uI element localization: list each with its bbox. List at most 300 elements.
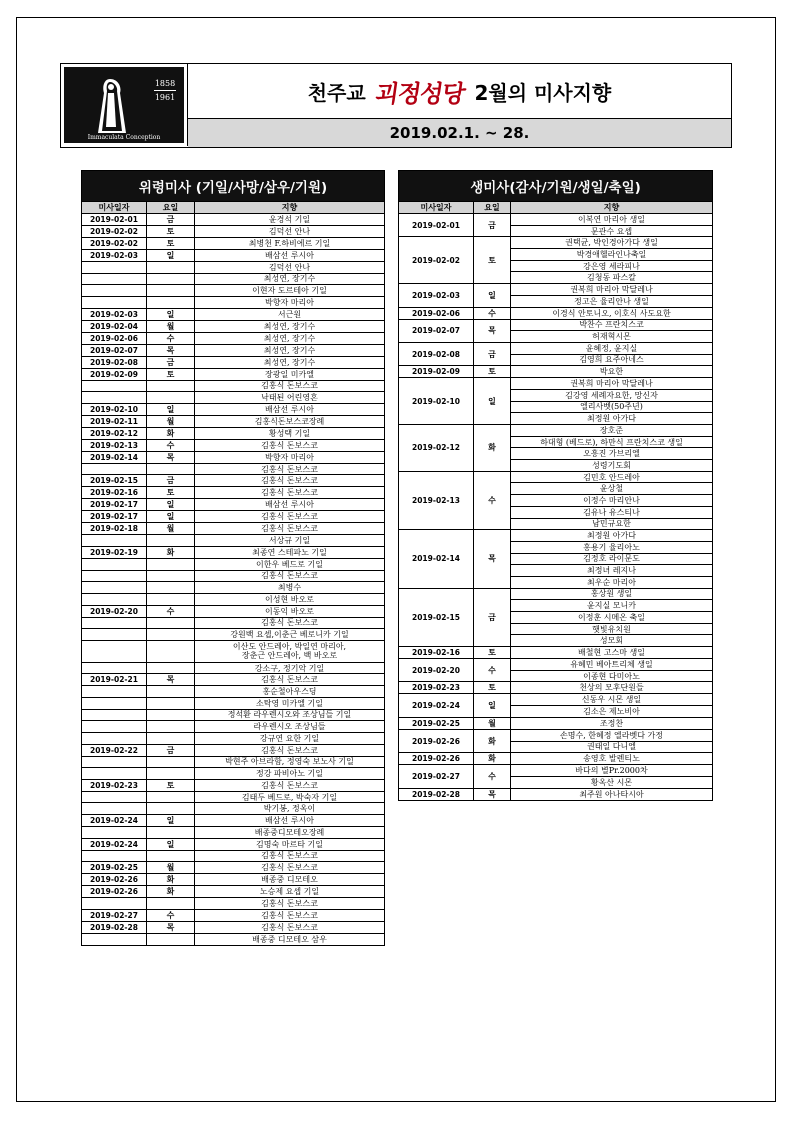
mass-date (82, 640, 147, 662)
weekday: 토 (474, 237, 511, 284)
mass-intention: 최우순 마리아 (511, 576, 713, 588)
intention-line: 최성연, 장기수 (263, 333, 316, 343)
table-row (82, 296, 385, 308)
table-row (82, 933, 385, 945)
mass-date: 2019-02-03 (82, 308, 147, 320)
mass-date: 2019-02-09 (399, 366, 474, 378)
mass-date (82, 933, 147, 945)
mass-intention (195, 850, 385, 862)
intention-line: 라우렌시오 조상님들 (253, 722, 326, 732)
table-row (82, 415, 385, 427)
mass-intention (195, 226, 385, 238)
intention-line: 박현주 아브라함, 정영숙 보노사 기일 (225, 757, 354, 767)
mass-date: 2019-02-08 (82, 356, 147, 368)
mass-date (82, 803, 147, 815)
mass-intention (195, 640, 385, 662)
mass-date: 2019-02-04 (82, 320, 147, 332)
table-row (82, 368, 385, 380)
mass-intention (195, 721, 385, 733)
mass-intention: 이종현 다미아노 (511, 670, 713, 682)
mass-date (82, 686, 147, 698)
weekday: 수 (147, 909, 195, 921)
intention-line: 최성연, 장기수 (263, 357, 316, 367)
intention-line: 김홍식 돈보스코 (261, 675, 318, 685)
table-row (82, 593, 385, 605)
mass-intention (195, 356, 385, 368)
mass-date (82, 463, 147, 475)
mass-intention: 최정녀 레지나 (511, 565, 713, 577)
mass-date: 2019-02-12 (82, 427, 147, 439)
mass-intention (195, 380, 385, 392)
table-row (82, 721, 385, 733)
intention-line: 김홍식 돈보스코 (261, 745, 318, 755)
requiem-table-title: 위령미사 (기일/사망/삼우/기원) (82, 171, 385, 202)
mass-intention (195, 463, 385, 475)
table-row (82, 827, 385, 839)
mass-intention: 최주원 아나타시아 (511, 788, 713, 800)
mass-date (82, 756, 147, 768)
weekday: 수 (147, 439, 195, 451)
date-range: 2019.02.1. ~ 28. (188, 119, 731, 147)
title-suffix: 2월의 미사지향 (474, 80, 612, 105)
weekday: 일 (147, 250, 195, 262)
table-row (399, 307, 713, 319)
intention-line: 박향자 마리아 (265, 452, 314, 462)
mass-intention: 최정원 아가다 (511, 413, 713, 425)
table-row (399, 694, 713, 706)
mass-date (82, 262, 147, 274)
mass-intention (195, 898, 385, 910)
table-row (82, 238, 385, 250)
weekday (147, 629, 195, 641)
mass-date: 2019-02-01 (399, 214, 474, 237)
intention-line: 김홍식 돈보스코 (261, 476, 318, 486)
table-row (399, 659, 713, 671)
mass-intention (195, 709, 385, 721)
weekday: 수 (474, 765, 511, 788)
mass-date: 2019-02-24 (82, 815, 147, 827)
mass-intention: 엘리사벳(50주년) (511, 401, 713, 413)
mass-intention: 최정원 아가다 (511, 530, 713, 542)
intention-line: 김홍식 돈보스코 (261, 381, 318, 391)
intention-line: 정강 파비아노 기일 (256, 768, 323, 778)
table-row (82, 547, 385, 559)
intention-line: 김홍식 돈보스코 (261, 440, 318, 450)
mass-intention: 권태일 다니엘 (511, 741, 713, 753)
table-row (82, 535, 385, 547)
weekday (147, 827, 195, 839)
mass-intention: 권복희 마리아 막달레나 (511, 378, 713, 390)
weekday: 화 (474, 729, 511, 752)
table-row (82, 344, 385, 356)
mass-intention: 윤상철 (511, 483, 713, 495)
table-row (82, 320, 385, 332)
mass-date: 2019-02-20 (82, 605, 147, 617)
logo-year-second: 1961 (154, 93, 176, 102)
mass-intention: 송영호 발렌티노 (511, 753, 713, 765)
weekday: 수 (474, 659, 511, 682)
intention-line: 배종중 디모테오 (261, 875, 318, 885)
table-row (399, 237, 713, 249)
mass-intention: 문관수 요셉 (511, 225, 713, 237)
table-row (82, 226, 385, 238)
mass-date: 2019-02-13 (82, 439, 147, 451)
table-row (82, 451, 385, 463)
mass-date: 2019-02-11 (82, 415, 147, 427)
table-row (82, 698, 385, 710)
intention-line: 배삼선 루시아 (265, 500, 314, 510)
table-row (82, 709, 385, 721)
intention-line: 최종연 스테파노 기일 (252, 548, 327, 557)
mass-date (82, 380, 147, 392)
mass-intention (195, 909, 385, 921)
mass-intention: 김소은 제노비아 (511, 706, 713, 718)
intention-line: 노승제 요셉 기일 (259, 887, 320, 897)
intention-line: 김명숙 마르타 기일 (256, 839, 323, 849)
weekday: 토 (474, 682, 511, 694)
table-row (399, 319, 713, 331)
mass-intention: 윤지실 모니카 (511, 600, 713, 612)
weekday: 화 (474, 753, 511, 765)
table-row (82, 582, 385, 594)
table-row (82, 214, 385, 226)
intention-line: 김덕선 안나 (268, 262, 311, 272)
mass-intention: 박찬수 프란치스코 (511, 319, 713, 331)
mass-date: 2019-02-17 (82, 499, 147, 511)
table-row (82, 262, 385, 274)
mass-date (82, 827, 147, 839)
weekday: 금 (474, 214, 511, 237)
table-row (399, 471, 713, 483)
mass-date (82, 629, 147, 641)
weekday: 일 (147, 838, 195, 850)
mass-date (82, 593, 147, 605)
table-row (82, 674, 385, 686)
weekday: 토 (147, 779, 195, 791)
weekday (147, 732, 195, 744)
mass-intention: 정고은 율리안나 생일 (511, 295, 713, 307)
column-header-date: 미사일자 (82, 202, 147, 214)
column-header-day: 요일 (474, 202, 511, 214)
living-table-title: 생미사(감사/기원/생일/축일) (399, 171, 713, 202)
mass-date: 2019-02-26 (82, 874, 147, 886)
intention-line: 배종중 디모테오 삼우 (252, 934, 327, 944)
mass-date (82, 791, 147, 803)
table-row (82, 732, 385, 744)
table-row (399, 765, 713, 777)
intention-line: 김홍식 돈보스코 (261, 618, 318, 628)
intention-line: 김홍식 돈보스코 (261, 922, 318, 932)
mass-intention: 홍용기 율리아노 (511, 541, 713, 553)
mass-intention: 허재혁시몬 (511, 331, 713, 343)
mass-date: 2019-02-03 (82, 250, 147, 262)
mass-intention (195, 629, 385, 641)
intention-line: 김홍식돈보스코장례 (254, 416, 325, 426)
weekday (147, 559, 195, 571)
weekday: 월 (147, 320, 195, 332)
mass-intention (195, 874, 385, 886)
mass-date (82, 273, 147, 285)
table-row (82, 629, 385, 641)
mass-date: 2019-02-14 (399, 530, 474, 588)
mass-intention: 김강영 세례자요한, 망신자 (511, 389, 713, 401)
table-row (82, 392, 385, 404)
weekday: 화 (147, 427, 195, 439)
table-row (399, 425, 713, 437)
weekday: 일 (474, 694, 511, 717)
table-row (82, 427, 385, 439)
table-row (82, 475, 385, 487)
mass-intention: 권복희 마리아 막달레나 (511, 284, 713, 296)
mass-intention: 홍상원 생일 (511, 588, 713, 600)
weekday (147, 768, 195, 780)
mass-date: 2019-02-09 (82, 368, 147, 380)
intention-line: 소탁영 미카엘 기일 (256, 698, 323, 708)
mass-intention (195, 815, 385, 827)
mass-intention: 신동우 시몬 생일 (511, 694, 713, 706)
weekday: 화 (147, 874, 195, 886)
table-row (82, 662, 385, 674)
intention-line: 강소구, 정기악 기일 (254, 663, 325, 673)
weekday (147, 593, 195, 605)
mass-intention: 바다의 별Pr.2000차 (511, 765, 713, 777)
mass-intention: 황옥산 시몬 (511, 776, 713, 788)
mass-date: 2019-02-19 (82, 547, 147, 559)
table-row (82, 308, 385, 320)
mass-date (82, 285, 147, 297)
mass-intention: 이정수 마리안나 (511, 495, 713, 507)
weekday: 일 (147, 308, 195, 320)
intention-line: 최병천 F.하비에르 기일 (248, 239, 331, 248)
mass-intention (195, 827, 385, 839)
weekday: 일 (147, 511, 195, 523)
mass-date: 2019-02-15 (399, 588, 474, 646)
table-row (82, 332, 385, 344)
table-row (399, 647, 713, 659)
mass-date: 2019-02-24 (399, 694, 474, 717)
weekday: 화 (474, 425, 511, 472)
weekday: 목 (474, 788, 511, 800)
weekday (147, 933, 195, 945)
table-row (82, 803, 385, 815)
mass-intention: 장호준 (511, 425, 713, 437)
weekday (147, 380, 195, 392)
mass-date: 2019-02-08 (399, 342, 474, 365)
mass-intention (195, 605, 385, 617)
mass-date: 2019-02-10 (82, 403, 147, 415)
mass-intention: 강은영 세라피나 (511, 260, 713, 272)
church-logo (64, 67, 184, 143)
weekday: 수 (474, 471, 511, 529)
intention-line: 이현자 도르테아 기일 (252, 286, 327, 296)
table-row (399, 342, 713, 354)
table-row (82, 570, 385, 582)
weekday: 일 (474, 284, 511, 307)
mass-intention: 조정찬 (511, 717, 713, 729)
intention-line: 김홍식 돈보스코 (261, 488, 318, 498)
weekday (147, 463, 195, 475)
mass-date: 2019-02-27 (399, 765, 474, 788)
mass-intention: 배철현 고스마 생일 (511, 647, 713, 659)
mass-date (82, 296, 147, 308)
mass-date: 2019-02-26 (82, 886, 147, 898)
mass-intention (195, 744, 385, 756)
weekday (147, 803, 195, 815)
intention-line: 장광일 미카엘 (265, 369, 314, 379)
mass-intention (195, 487, 385, 499)
mass-date (82, 392, 147, 404)
weekday: 토 (147, 238, 195, 250)
weekday (147, 791, 195, 803)
mass-intention: 김청동 파스칼 (511, 272, 713, 284)
table-row (399, 214, 713, 226)
mass-intention: 하대형 (베드로), 하만식 프란치스코 생일 (511, 436, 713, 448)
mass-date: 2019-02-28 (399, 788, 474, 800)
weekday: 일 (147, 403, 195, 415)
table-row (82, 779, 385, 791)
table-row (82, 403, 385, 415)
mass-intention: 천상의 모후단원들 (511, 682, 713, 694)
intention-line: 이성현 바오로 (265, 594, 314, 604)
title-prefix: 천주교 (307, 80, 366, 105)
mass-date: 2019-02-24 (82, 838, 147, 850)
mass-date (82, 768, 147, 780)
mass-intention (195, 686, 385, 698)
table-row (82, 838, 385, 850)
weekday (147, 262, 195, 274)
mass-date: 2019-02-02 (82, 238, 147, 250)
table-row (82, 605, 385, 617)
table-row (82, 744, 385, 756)
table-row (82, 898, 385, 910)
mass-date (82, 721, 147, 733)
church-name: 괴정성당 (373, 78, 467, 108)
weekday (147, 850, 195, 862)
weekday (147, 756, 195, 768)
mass-date: 2019-02-06 (82, 332, 147, 344)
weekday: 수 (147, 332, 195, 344)
mass-date: 2019-02-16 (399, 647, 474, 659)
column-header-intent: 지향 (511, 202, 713, 214)
mass-date: 2019-02-12 (399, 425, 474, 472)
mass-intention (195, 344, 385, 356)
intention-line: 최성연, 장기수 (263, 345, 316, 355)
weekday: 수 (147, 605, 195, 617)
table-row (82, 487, 385, 499)
mass-intention (195, 779, 385, 791)
weekday: 금 (147, 475, 195, 487)
weekday: 토 (147, 368, 195, 380)
table-row (82, 768, 385, 780)
mass-intention (195, 296, 385, 308)
mass-date: 2019-02-14 (82, 451, 147, 463)
table-row (82, 511, 385, 523)
mass-intention (195, 427, 385, 439)
table-row (82, 850, 385, 862)
table-row (82, 921, 385, 933)
table-row (82, 815, 385, 827)
mass-intention (195, 803, 385, 815)
table-row (82, 756, 385, 768)
mass-date (82, 535, 147, 547)
intention-line: 배삼선 루시아 (265, 251, 314, 260)
table-row (82, 499, 385, 511)
table-row (399, 682, 713, 694)
weekday: 금 (147, 214, 195, 226)
mass-intention: 성모회 (511, 635, 713, 647)
table-row (82, 463, 385, 475)
intention-line: 배삼선 루시아 (265, 816, 314, 825)
weekday: 토 (147, 226, 195, 238)
table-row (399, 530, 713, 542)
intention-line: 최성연, 장기수 (263, 274, 316, 284)
mass-intention (195, 582, 385, 594)
column-header-day: 요일 (147, 202, 195, 214)
intention-line: 김홍식 돈보스코 (261, 524, 318, 534)
table-row (82, 862, 385, 874)
table-row (82, 886, 385, 898)
mass-date: 2019-02-26 (399, 729, 474, 752)
intention-line: 장춘근 안드레아, 백 바오로 (241, 651, 338, 661)
page-title (188, 64, 731, 119)
mass-intention: 햇빛유치원 (511, 623, 713, 635)
weekday: 목 (147, 451, 195, 463)
table-row (399, 378, 713, 390)
mass-intention (195, 285, 385, 297)
intention-line: 이산도 안드레아, 박일연 마리아, (232, 642, 347, 652)
column-header-intent: 지향 (195, 202, 385, 214)
intention-line: 윤경석 기일 (268, 215, 311, 224)
living-mass-table (398, 170, 713, 801)
weekday: 월 (147, 523, 195, 535)
mass-intention (195, 838, 385, 850)
mass-intention: 김유나 유스티나 (511, 506, 713, 518)
weekday: 금 (474, 588, 511, 646)
table-row (82, 640, 385, 662)
mass-date (82, 617, 147, 629)
mass-date: 2019-02-06 (399, 307, 474, 319)
intention-line: 서근원 (277, 309, 302, 319)
mass-intention (195, 862, 385, 874)
mass-date: 2019-02-15 (82, 475, 147, 487)
mass-date (82, 559, 147, 571)
mass-intention (195, 933, 385, 945)
table-row (399, 284, 713, 296)
mass-intention: 권택균, 박인경아가다 생일 (511, 237, 713, 249)
intention-line: 이동익 바오로 (265, 606, 314, 616)
mass-date (82, 732, 147, 744)
weekday: 일 (147, 815, 195, 827)
weekday (147, 617, 195, 629)
weekday: 월 (147, 862, 195, 874)
mass-intention: 손명수, 한혜정 엘라벳다 가정 (511, 729, 713, 741)
mass-intention: 윤혜정, 윤지실 (511, 342, 713, 354)
mass-date: 2019-02-26 (399, 753, 474, 765)
mass-date (82, 582, 147, 594)
weekday (147, 686, 195, 698)
mass-intention (195, 214, 385, 226)
mass-date (82, 850, 147, 862)
logo-years (154, 77, 176, 104)
mass-date: 2019-02-07 (82, 344, 147, 356)
mass-intention: 이복연 마리아 생일 (511, 214, 713, 226)
table-row (82, 559, 385, 571)
mass-date: 2019-02-27 (82, 909, 147, 921)
mass-intention (195, 570, 385, 582)
mass-date: 2019-02-17 (82, 511, 147, 523)
weekday (147, 296, 195, 308)
weekday: 금 (147, 744, 195, 756)
